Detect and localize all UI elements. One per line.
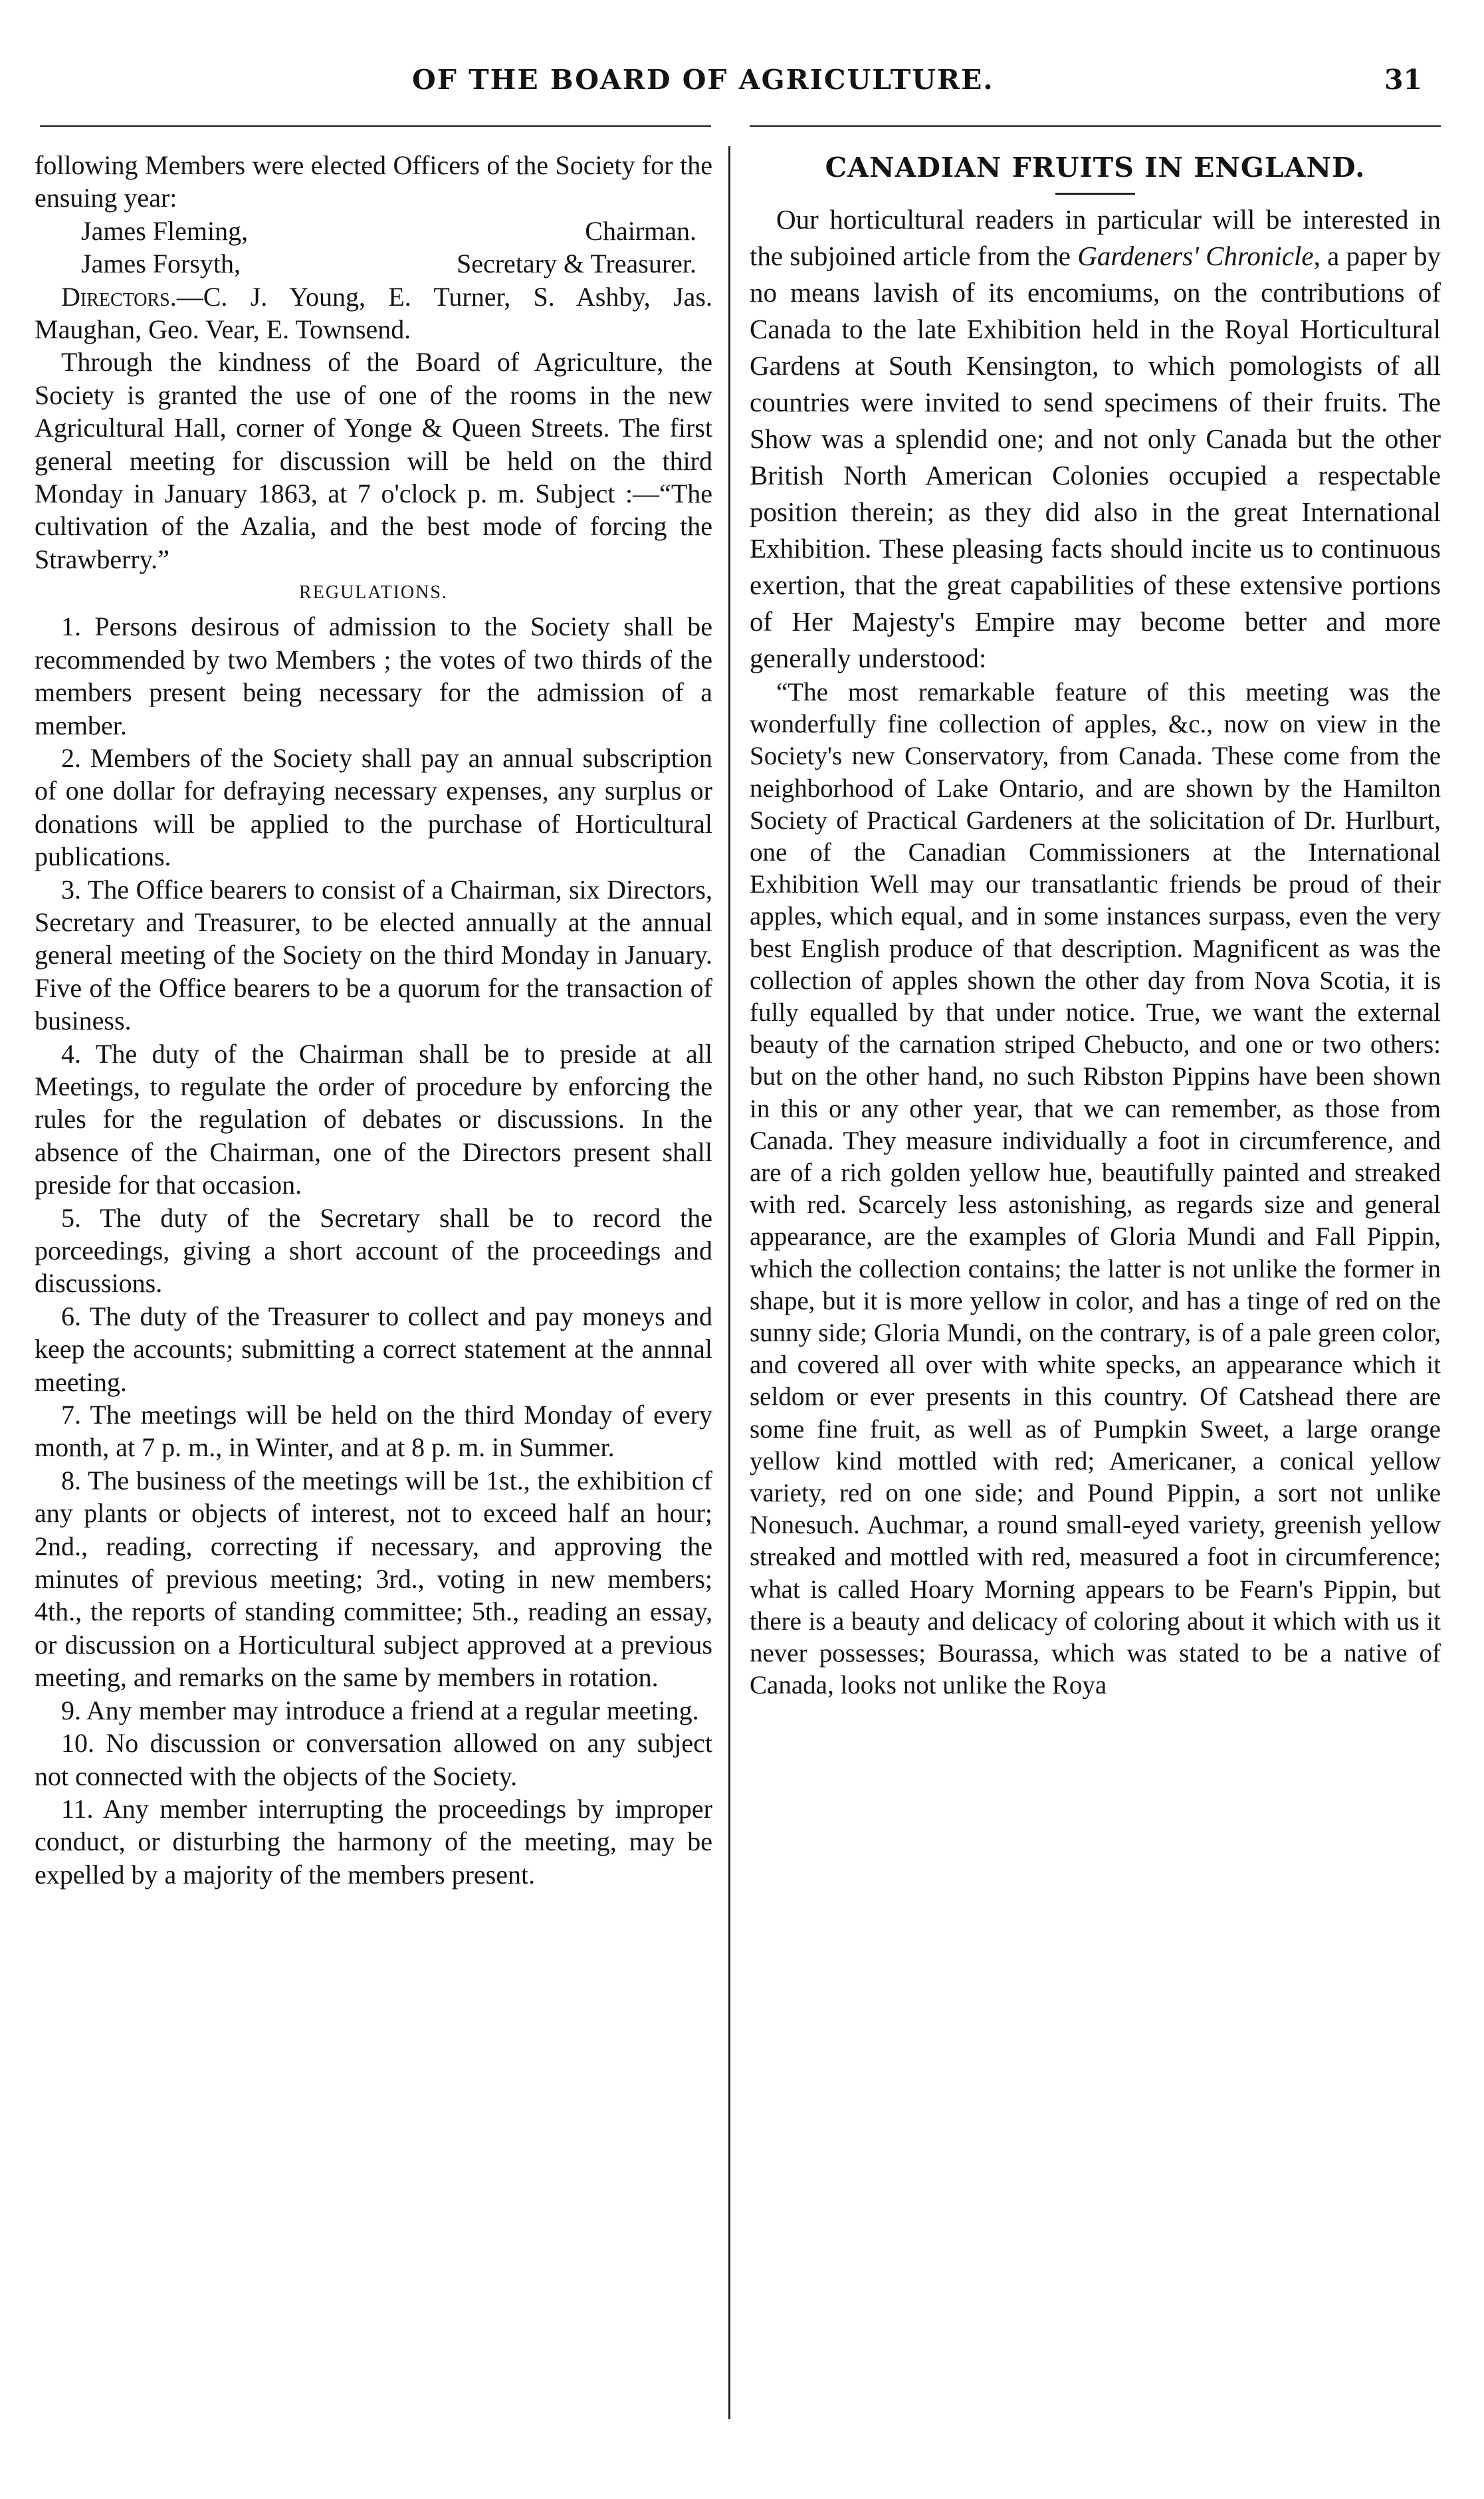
regulation-item: 5. The duty of the Secretary shall be to record the porceedings, giving a short account of the proceedings and discussions. [35,1202,712,1299]
header-rule-left [40,125,711,127]
directors-label: Directors. [61,281,177,312]
regulation-item: 10. No discussion or conversation allowed on any subject not connected with the objects of the Society. [35,1728,712,1791]
regulation-item: 9. Any member may introduce a friend at a regular meeting. [61,1695,699,1725]
opening-paragraph: following Members were elected Officers of the Society for the ensuing year: [35,150,712,213]
intro-text: , a paper by no means lavish of its encomiums, on the contributions of Canada to the late Exhibition held in the Royal Horticultural Gardens at South Kensington, to which pomologists of all countries were invited to send specimens of their fruits. The Show was a splendid one; and not only Canada but the other British North American Colonies occupied a respectable position therein; as they did also in the great International Exhibition. These pleasing facts should incite us to continuous exertion, that the great capabilities of these extensive portions of Her Majesty's Empire may become better and more generally understood: [750,241,1441,673]
directors-text: —C. J. Young, E. Turner, S. Ashby, Jas. Maughan, Geo. Vear, E. Townsend. [35,281,712,345]
kindness-paragraph: Through the kindness of the Board of Agriculture, the Society is granted the use of one of the rooms in the new Agricultural Hall, corner of Yonge & Queen Streets. The first general meeting for discussion will be held on the third Monday in January 1863, at 7 o'clock p. m. Subject :—“The cultivation of the Azalia, and the best mode of forcing the Strawberry.” [35,347,712,574]
regulation-item: 11. Any member interrupting the proceedings by improper conduct, or disturbing the harmony of the meeting, may be expelled by a majority of the members present. [35,1793,712,1890]
regulation-item: 3. The Office bearers to consist of a Chairman, six Directors, Secretary and Treasurer, to be elected annually at the annual general meeting of the Society on the third Monday in January. Five of the Office bearers to be a quorum for the transaction of business. [35,874,712,1036]
regulation-item: 1. Persons desirous of admission to the Society shall be recommended by two Members ; the votes of two thirds of the members present being necessary for the admission of a member. [35,611,712,740]
officer-row [35,215,712,247]
header-rule-right [750,125,1441,127]
intro-text: Our horticultural readers in particular will be interested in the subjoined article from the [750,204,1441,271]
officer-role: Chairman. [585,215,696,246]
officer-name: James Fleming, [81,215,249,246]
title-rule [1055,193,1135,195]
regulation-item: 7. The meetings will be held on the third Monday of every month, at 7 p. m., in Winter, and at 8 p. m. in Summer. [35,1400,712,1463]
left-column [35,149,712,1891]
regulation-item: 4. The duty of the Chairman shall be to preside at all Meetings, to regulate the order of procedure by enforcing the rules for the regulation of debates or discussions. In the absence of the Chairman, one of the Directors present shall preside for that occasion. [35,1038,712,1200]
running-head [412,64,1422,104]
officer-row [35,247,712,280]
quoted-article: “The most remarkable feature of this meeting was the wonderfully fine collection of apples, &c., now on view in the Society's new Conservatory, from Canada. These come from the neighborhood of Lake Ontario, and are shown by the Hamilton Society of Practical Gardeners at the solicitation of Dr. Hurlburt, one of the Canadian Commissioners at the International Exhibition Well may our transatlantic friends be proud of their apples, which equal, and in some instances surpass, even the very best English produce of that description. Magnificent as was the collection of apples shown the other day from Nova Scotia, it is fully equalled by that under notice. True, we want the external beauty of the carnation striped Chebucto, and one or two others: but on the other hand, no such Ribston Pippins have been shown in this or any other year, that we can remember, as those from Canada. They measure individually a foot in circumference, and are of a rich golden yellow hue, beautifully painted and streaked with red. Scarcely less astonishing, as regards size and general appearance, are the examples of Gloria Mundi and Fall Pippin, which the collection contains; the latter is not unlike the former in shape, but it is more yellow in color, and has a tinge of red on the sunny side; Gloria Mundi, on the contrary, is of a pale green color, and covered all over with white specks, an appearance which it seldom or ever presents in this country. Of Catshead there are some fine fruit, as well as of Pumpkin Sweet, a large orange yellow kind mottled with red; Americaner, a conical yellow variety, red on one side; and Pound Pippin, a sort not unlike Nonesuch. Auchmar, a round small-eyed variety, greenish yellow streaked and mottled with red, measured a foot in circumference; what is called Hoary Morning appears to be Fearn's Pippin, but there is a beauty and delicacy of coloring about it which with us it never possesses; Bourassa, which was stated to be a native of Canada, looks not unlike the Roya [750,678,1441,1700]
regulations-heading: REGULATIONS. [299,582,448,603]
running-title: OF THE BOARD OF AGRICULTURE. [412,64,994,96]
officer-role: Secretary & Treasurer. [456,249,696,279]
directors-paragraph [35,280,712,346]
regulation-item: 6. The duty of the Treasurer to collect and pay moneys and keep the accounts; submitting a correct statement at the annnal meeting. [35,1301,712,1397]
article-title: CANADIAN FRUITS IN ENGLAND. [825,152,1366,183]
page-number: 31 [1384,64,1422,96]
intro-paragraph [750,201,1441,677]
right-column [750,149,1441,1702]
regulation-item: 8. The business of the meetings will be 1st., the exhibition cf any plants or objects of interest, not to exceed half an hour; 2nd., reading, correcting if necessary, and approving the minutes of previous meeting; 3rd., voting in new members; 4th., the reports of standing committee; 5th., reading an essay, or discussion on a Horticultural subject approved at a previous meeting, and remarks on the same by members in rotation. [35,1465,712,1693]
officer-name: James Forsyth, [81,249,241,279]
source-title: Gardeners' Chronicle [1077,241,1314,271]
column-divider [728,146,730,2419]
regulation-item: 2. Members of the Society shall pay an annual subscription of one dollar for defraying necessary expenses, any surplus or donations will be applied to the purchase of Horticultural publications. [35,742,712,872]
